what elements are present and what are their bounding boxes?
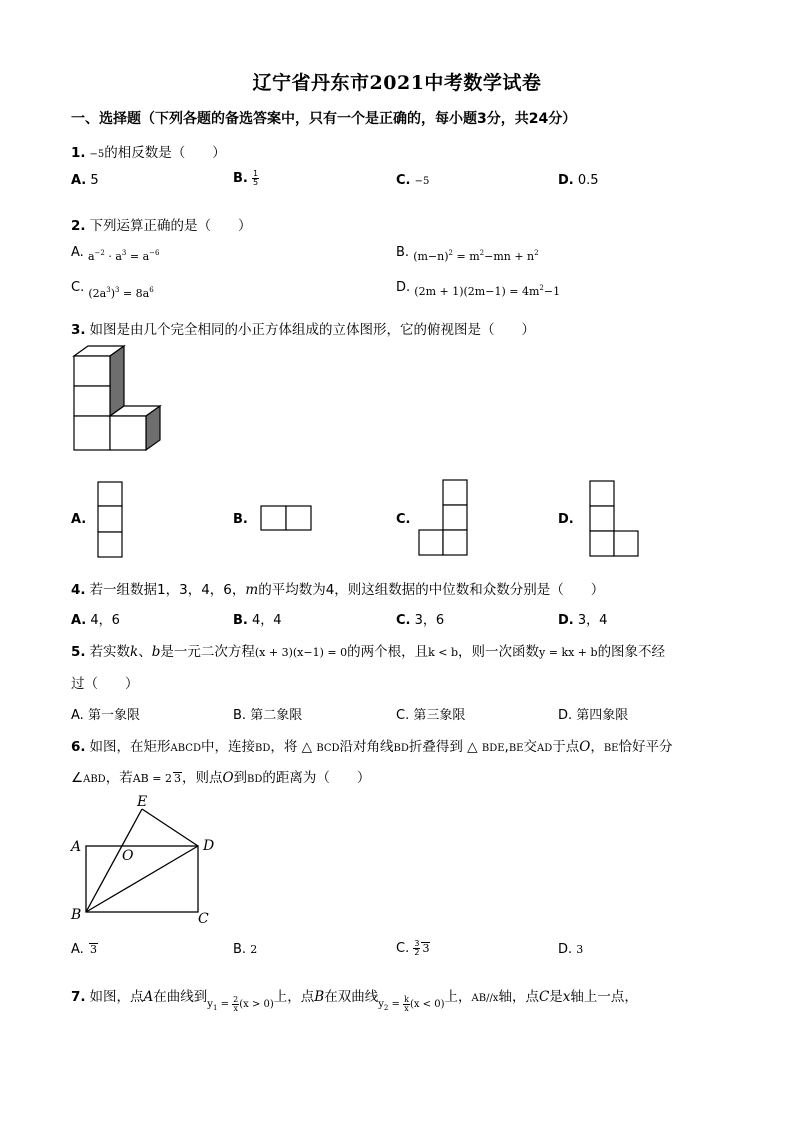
q6-rectangle-fold-figure [68, 795, 228, 930]
q2-option-c[interactable]: C. $_{(2a^3)^3 = 8a^6}$ [71, 280, 154, 300]
q4-option-b[interactable]: B. 4，4 [233, 613, 282, 628]
q3-option-c[interactable]: C. [396, 512, 411, 527]
q3-solid-figure [70, 342, 170, 454]
label-d: D [203, 838, 215, 854]
question-1: 1. −5的相反数是（ ） [71, 145, 226, 161]
q1-option-b[interactable]: B. $\frac{1}{5}$ [233, 169, 259, 187]
label-o: O [122, 848, 134, 864]
label-c: C [198, 911, 209, 927]
q3-option-c-figure[interactable] [418, 479, 468, 557]
section-heading: 一、选择题（下列各题的备选答案中，只有一个是正确的，每小题3分，共24分） [71, 111, 577, 127]
label-b: B [71, 907, 82, 923]
q4-option-a[interactable]: A. 4，6 [71, 613, 120, 628]
question-3: 3. 如图是由几个完全相同的小正方体组成的立体图形，它的俯视图是（ ） [71, 322, 536, 338]
question-2: 2. 下列运算正确的是（ ） [71, 218, 252, 234]
q1-option-d[interactable]: D. 0.5 [558, 173, 599, 188]
q5-option-a[interactable]: A. 第一象限 [71, 708, 140, 723]
q1-option-a[interactable]: A. 5 [71, 173, 99, 188]
question-6-line-2: ∠ABD，若AB = 2 3，则点O到BD的距离为（ ） [71, 770, 371, 786]
question-4: 4. 若一组数据1，3，4，6，m的平均数为4，则这组数据的中位数和众数分别是（ ） [71, 582, 605, 598]
q2-option-b[interactable]: B. $_{(m-n)^2 = m^2-mn + n^2}$ [396, 245, 539, 263]
q3-option-d[interactable]: D. [558, 512, 574, 527]
q6-option-b[interactable]: B. 2 [233, 942, 258, 957]
q6-option-a[interactable]: A. 3 [71, 942, 97, 957]
question-5-line-2: 过（ ） [71, 676, 139, 692]
q6-option-d[interactable]: D. 3 [558, 942, 584, 957]
q3-option-a-figure[interactable] [97, 481, 123, 559]
q3-option-d-figure[interactable] [589, 480, 639, 558]
q1-option-c[interactable]: C. −5 [396, 173, 430, 188]
label-e: E [137, 794, 148, 810]
question-7: 7. 如图，点A在曲线到$_{y_1 = \frac{2}{x} (x > 0)}$上，点B在双曲线$_{y_2 = \frac{k}{x} (x < 0)}$上，AB//x轴，点C是x轴上一点， [71, 989, 638, 1013]
q3-option-b-figure[interactable] [260, 505, 312, 531]
question-6: 6. 如图，在矩形ABCD中，连接BD，将 △ BCD沿对角线BD折叠得到 △ BDE,BE交AD于点O，BE恰好平分 [71, 739, 673, 755]
q4-option-c[interactable]: C. 3，6 [396, 613, 445, 628]
q3-option-a[interactable]: A. [71, 512, 87, 527]
label-a: A [71, 839, 82, 855]
question-5: 5. 若实数k、b是一元二次方程(x + 3)(x−1) = 0的两个根，且k < b，则一次函数y = kx + b的图象不经 [71, 644, 666, 660]
q5-option-d[interactable]: D. 第四象限 [558, 708, 629, 723]
q5-option-c[interactable]: C. 第三象限 [396, 708, 466, 723]
q4-option-d[interactable]: D. 3，4 [558, 613, 608, 628]
q2-option-d[interactable]: D. $_{(2m + 1)(2m-1) = 4m^2-1}$ [396, 280, 561, 298]
page-title: 辽宁省丹东市2021中考数学试卷 [252, 72, 542, 94]
q5-option-b[interactable]: B. 第二象限 [233, 708, 303, 723]
q3-option-b[interactable]: B. [233, 512, 248, 527]
q2-option-a[interactable]: A. $_{a^{-2} \cdot a^3 = a^{-6}}$ [71, 245, 160, 263]
q6-option-c[interactable]: C. $\frac{3}{2}$ 3 [396, 939, 430, 957]
